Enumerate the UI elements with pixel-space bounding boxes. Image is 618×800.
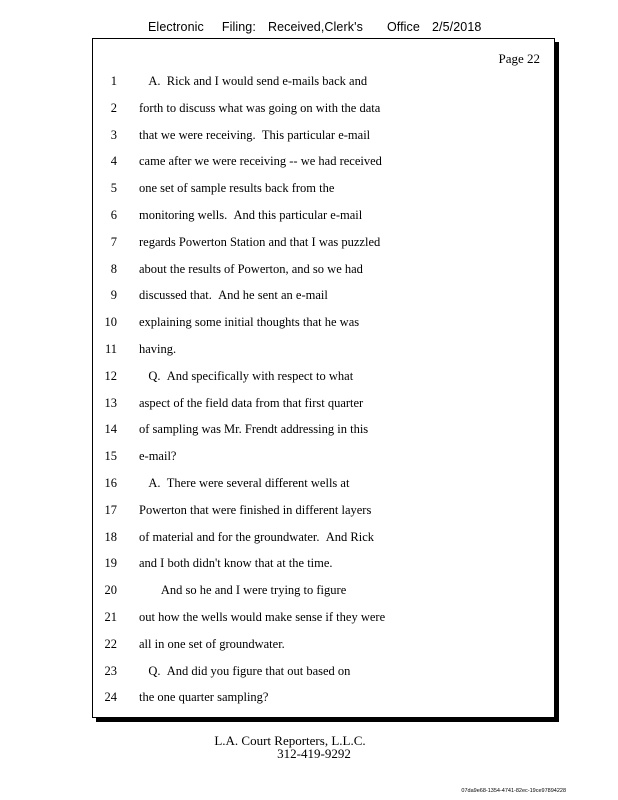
line-number: 15 xyxy=(104,449,117,464)
line-text: A. There were several different wells at xyxy=(139,475,350,490)
filing-header-date: 2/5/2018 xyxy=(431,20,482,34)
line-text: Powerton that were finished in different layers xyxy=(139,502,372,517)
transcript-line xyxy=(93,474,554,501)
line-text: the one quarter sampling? xyxy=(139,690,269,705)
document-id: 07da9e68-1354-4741-82ec-19ce97894228 xyxy=(461,788,566,794)
line-number: 19 xyxy=(104,556,117,571)
line-number: 12 xyxy=(104,368,117,383)
line-text: forth to discuss what was going on with the data xyxy=(139,100,381,115)
line-text: And so he and I were trying to figure xyxy=(139,583,347,598)
line-text: having. xyxy=(139,341,177,356)
transcript-line xyxy=(93,233,554,260)
filing-header-word-filing: Filing: xyxy=(221,20,256,34)
filing-header-word-office: Office xyxy=(386,20,420,34)
filing-header-word-electronic: Electronic xyxy=(148,20,204,34)
line-number: 14 xyxy=(104,422,117,437)
transcript-line xyxy=(93,635,554,662)
line-number: 20 xyxy=(104,583,117,598)
transcript-line xyxy=(93,447,554,474)
line-number: 13 xyxy=(104,395,117,410)
line-number: 7 xyxy=(110,234,117,249)
line-text: came after we were receiving -- we had received xyxy=(139,154,382,169)
transcript-page-frame xyxy=(92,38,555,718)
line-number: 22 xyxy=(104,636,117,651)
line-text: out how the wells would make sense if they were xyxy=(139,609,386,624)
transcript-line xyxy=(93,420,554,447)
line-number: 11 xyxy=(104,341,117,356)
line-number: 5 xyxy=(110,181,117,196)
line-number: 23 xyxy=(104,663,117,678)
transcript-line xyxy=(93,126,554,153)
electronic-filing-header xyxy=(148,20,481,34)
line-number: 17 xyxy=(104,502,117,517)
line-text: Q. And specifically with respect to what xyxy=(139,368,354,383)
line-number: 3 xyxy=(110,127,117,142)
transcript-line xyxy=(93,72,554,99)
line-text: and I both didn't know that at the time. xyxy=(139,556,333,571)
line-number: 10 xyxy=(104,315,117,330)
transcript-line xyxy=(93,260,554,287)
transcript-line xyxy=(93,554,554,581)
line-text: that we were receiving. This particular e-mail xyxy=(139,127,371,142)
line-number: 18 xyxy=(104,529,117,544)
line-text: discussed that. And he sent an e-mail xyxy=(139,288,328,303)
transcript-line xyxy=(93,206,554,233)
line-number: 9 xyxy=(110,288,117,303)
transcript-line xyxy=(93,394,554,421)
line-text: monitoring wells. And this particular e-mail xyxy=(139,207,363,222)
court-reporter-name: L.A. Court Reporters, L.L.C. xyxy=(214,733,366,748)
line-text: e-mail? xyxy=(139,449,177,464)
line-number: 2 xyxy=(110,100,117,115)
court-reporter-phone: 312-419-9292 xyxy=(277,746,351,761)
transcript-line xyxy=(93,99,554,126)
transcript-line xyxy=(93,286,554,313)
transcript-line xyxy=(93,367,554,394)
line-text: Q. And did you figure that out based on xyxy=(139,663,351,678)
line-number: 24 xyxy=(104,690,117,705)
transcript-line xyxy=(93,340,554,367)
line-number: 16 xyxy=(104,475,117,490)
line-text: of sampling was Mr. Frendt addressing in this xyxy=(139,422,369,437)
transcript-lines xyxy=(93,72,554,715)
transcript-line xyxy=(93,581,554,608)
line-number: 6 xyxy=(110,207,117,222)
line-text: explaining some initial thoughts that he was xyxy=(139,315,360,330)
line-text: A. Rick and I would send e-mails back and xyxy=(139,74,368,88)
line-text: aspect of the field data from that first quarter xyxy=(139,395,364,410)
line-number: 4 xyxy=(110,154,117,169)
transcript-line xyxy=(93,179,554,206)
transcript-line xyxy=(93,528,554,555)
transcript-line xyxy=(93,662,554,689)
transcript-line xyxy=(93,313,554,340)
page-number: Page 22 xyxy=(498,51,540,66)
transcript-line xyxy=(93,501,554,528)
transcript-line xyxy=(93,688,554,715)
filing-header-word-received: Received,Clerk's xyxy=(267,20,363,34)
line-text: all in one set of groundwater. xyxy=(139,636,285,651)
line-text: about the results of Powerton, and so we had xyxy=(139,261,363,276)
line-text: regards Powerton Station and that I was puzzled xyxy=(139,234,381,249)
line-number: 1 xyxy=(110,74,117,88)
transcript-line xyxy=(93,608,554,635)
line-text: one set of sample results back from the xyxy=(139,181,335,196)
line-number: 21 xyxy=(104,609,117,624)
transcript-line xyxy=(93,152,554,179)
line-text: of material and for the groundwater. And Rick xyxy=(139,529,374,544)
line-number: 8 xyxy=(110,261,117,276)
